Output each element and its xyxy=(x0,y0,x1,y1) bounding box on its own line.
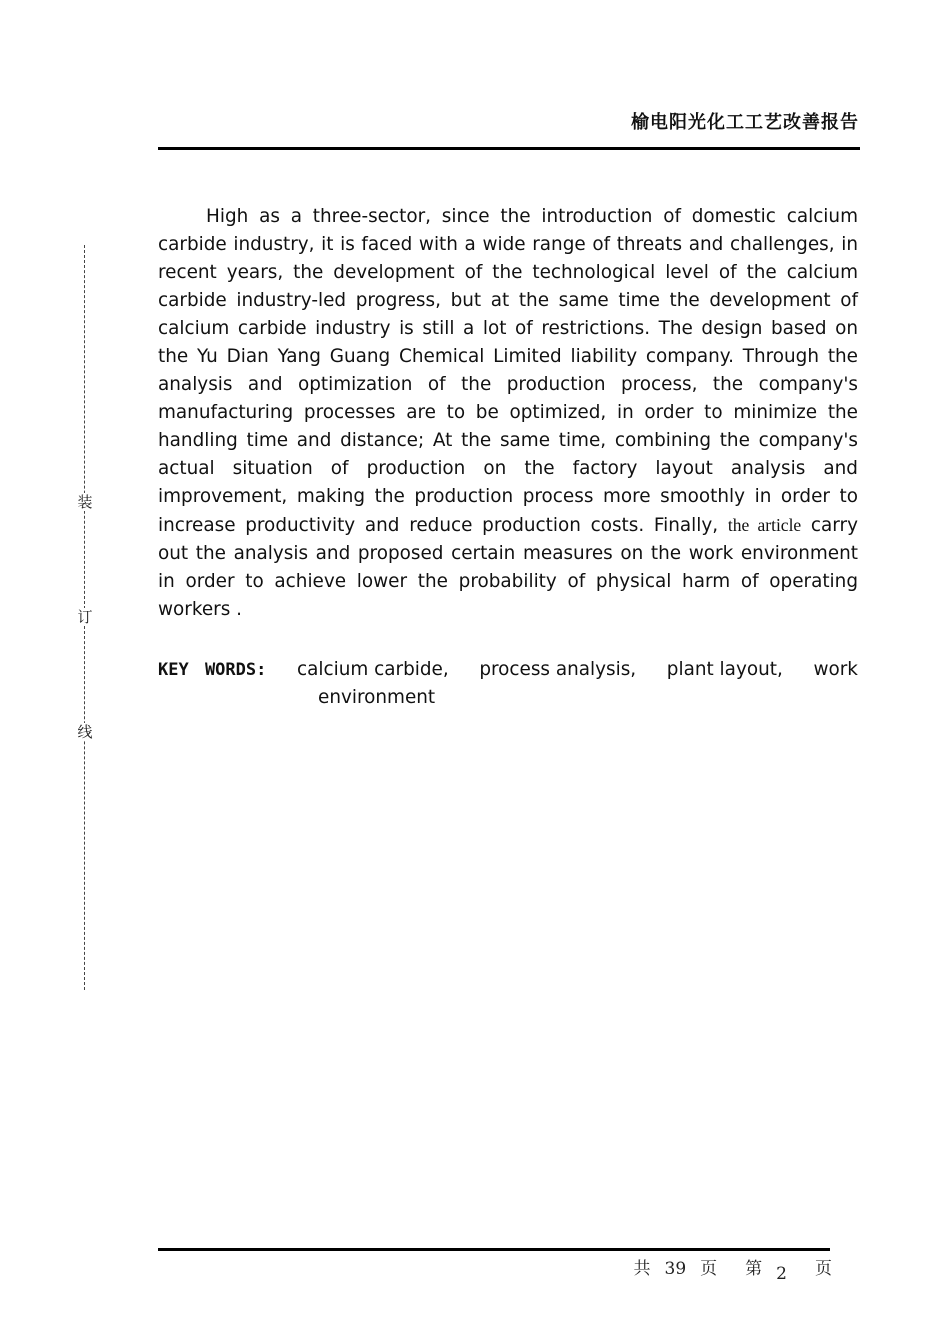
keyword-item: work xyxy=(813,659,858,680)
keyword-item: plant layout, xyxy=(666,659,783,680)
abstract-text-part-2: the article xyxy=(727,515,802,535)
keyword-item: process analysis, xyxy=(479,659,637,680)
footer-divider xyxy=(158,1248,830,1251)
keywords-line-1 xyxy=(158,656,858,684)
binding-char-xian: 线 xyxy=(77,723,93,741)
binding-char-ding: 订 xyxy=(77,608,93,626)
keywords-block xyxy=(158,656,858,712)
abstract-text-part-3: carry out the analysis and proposed certain measures on the work environment in order to achieve lower the probability of physical harm of operating workers . xyxy=(158,515,858,620)
header-divider xyxy=(158,147,860,150)
keywords-line-2: environment xyxy=(318,687,436,708)
abstract-text-part-1: High as a three-sector, since the introduction of domestic calcium carbide industry, it is faced with a wide range of threats and challenges, in recent years, the development of the technological level of the calcium carbide industry-led progress, but at the same time the development of calcium carbide industry is still a lot of restrictions. The design based on the Yu Dian Yang Guang Chemical Limited liability company. Through the analysis and optimization of the production process, the company's manufacturing processes are to be optimized, in order to minimize the handling time and distance; At the same time, combining the company's actual situation of production on the factory layout analysis and improvement, making the production process more smoothly in order to increase productivity and reduce production costs. Finally, xyxy=(158,206,858,536)
footer-total-pages: 39 xyxy=(664,1259,687,1279)
abstract-paragraph xyxy=(158,203,858,624)
binding-char-zhuang: 装 xyxy=(77,493,93,511)
footer-page-number: 2 xyxy=(776,1264,787,1284)
keywords-label: KEY WORDS: xyxy=(158,660,267,680)
keyword-item: calcium carbide, xyxy=(297,659,449,680)
footer-total-prefix: 共 xyxy=(633,1259,651,1279)
footer-total-suffix: 页 xyxy=(700,1259,718,1279)
footer-page-suffix: 页 xyxy=(815,1259,832,1279)
footer-page-prefix: 第 xyxy=(745,1259,763,1279)
header-title: 榆电阳光化工工艺改善报告 xyxy=(631,112,859,133)
page-footer xyxy=(633,1254,832,1284)
